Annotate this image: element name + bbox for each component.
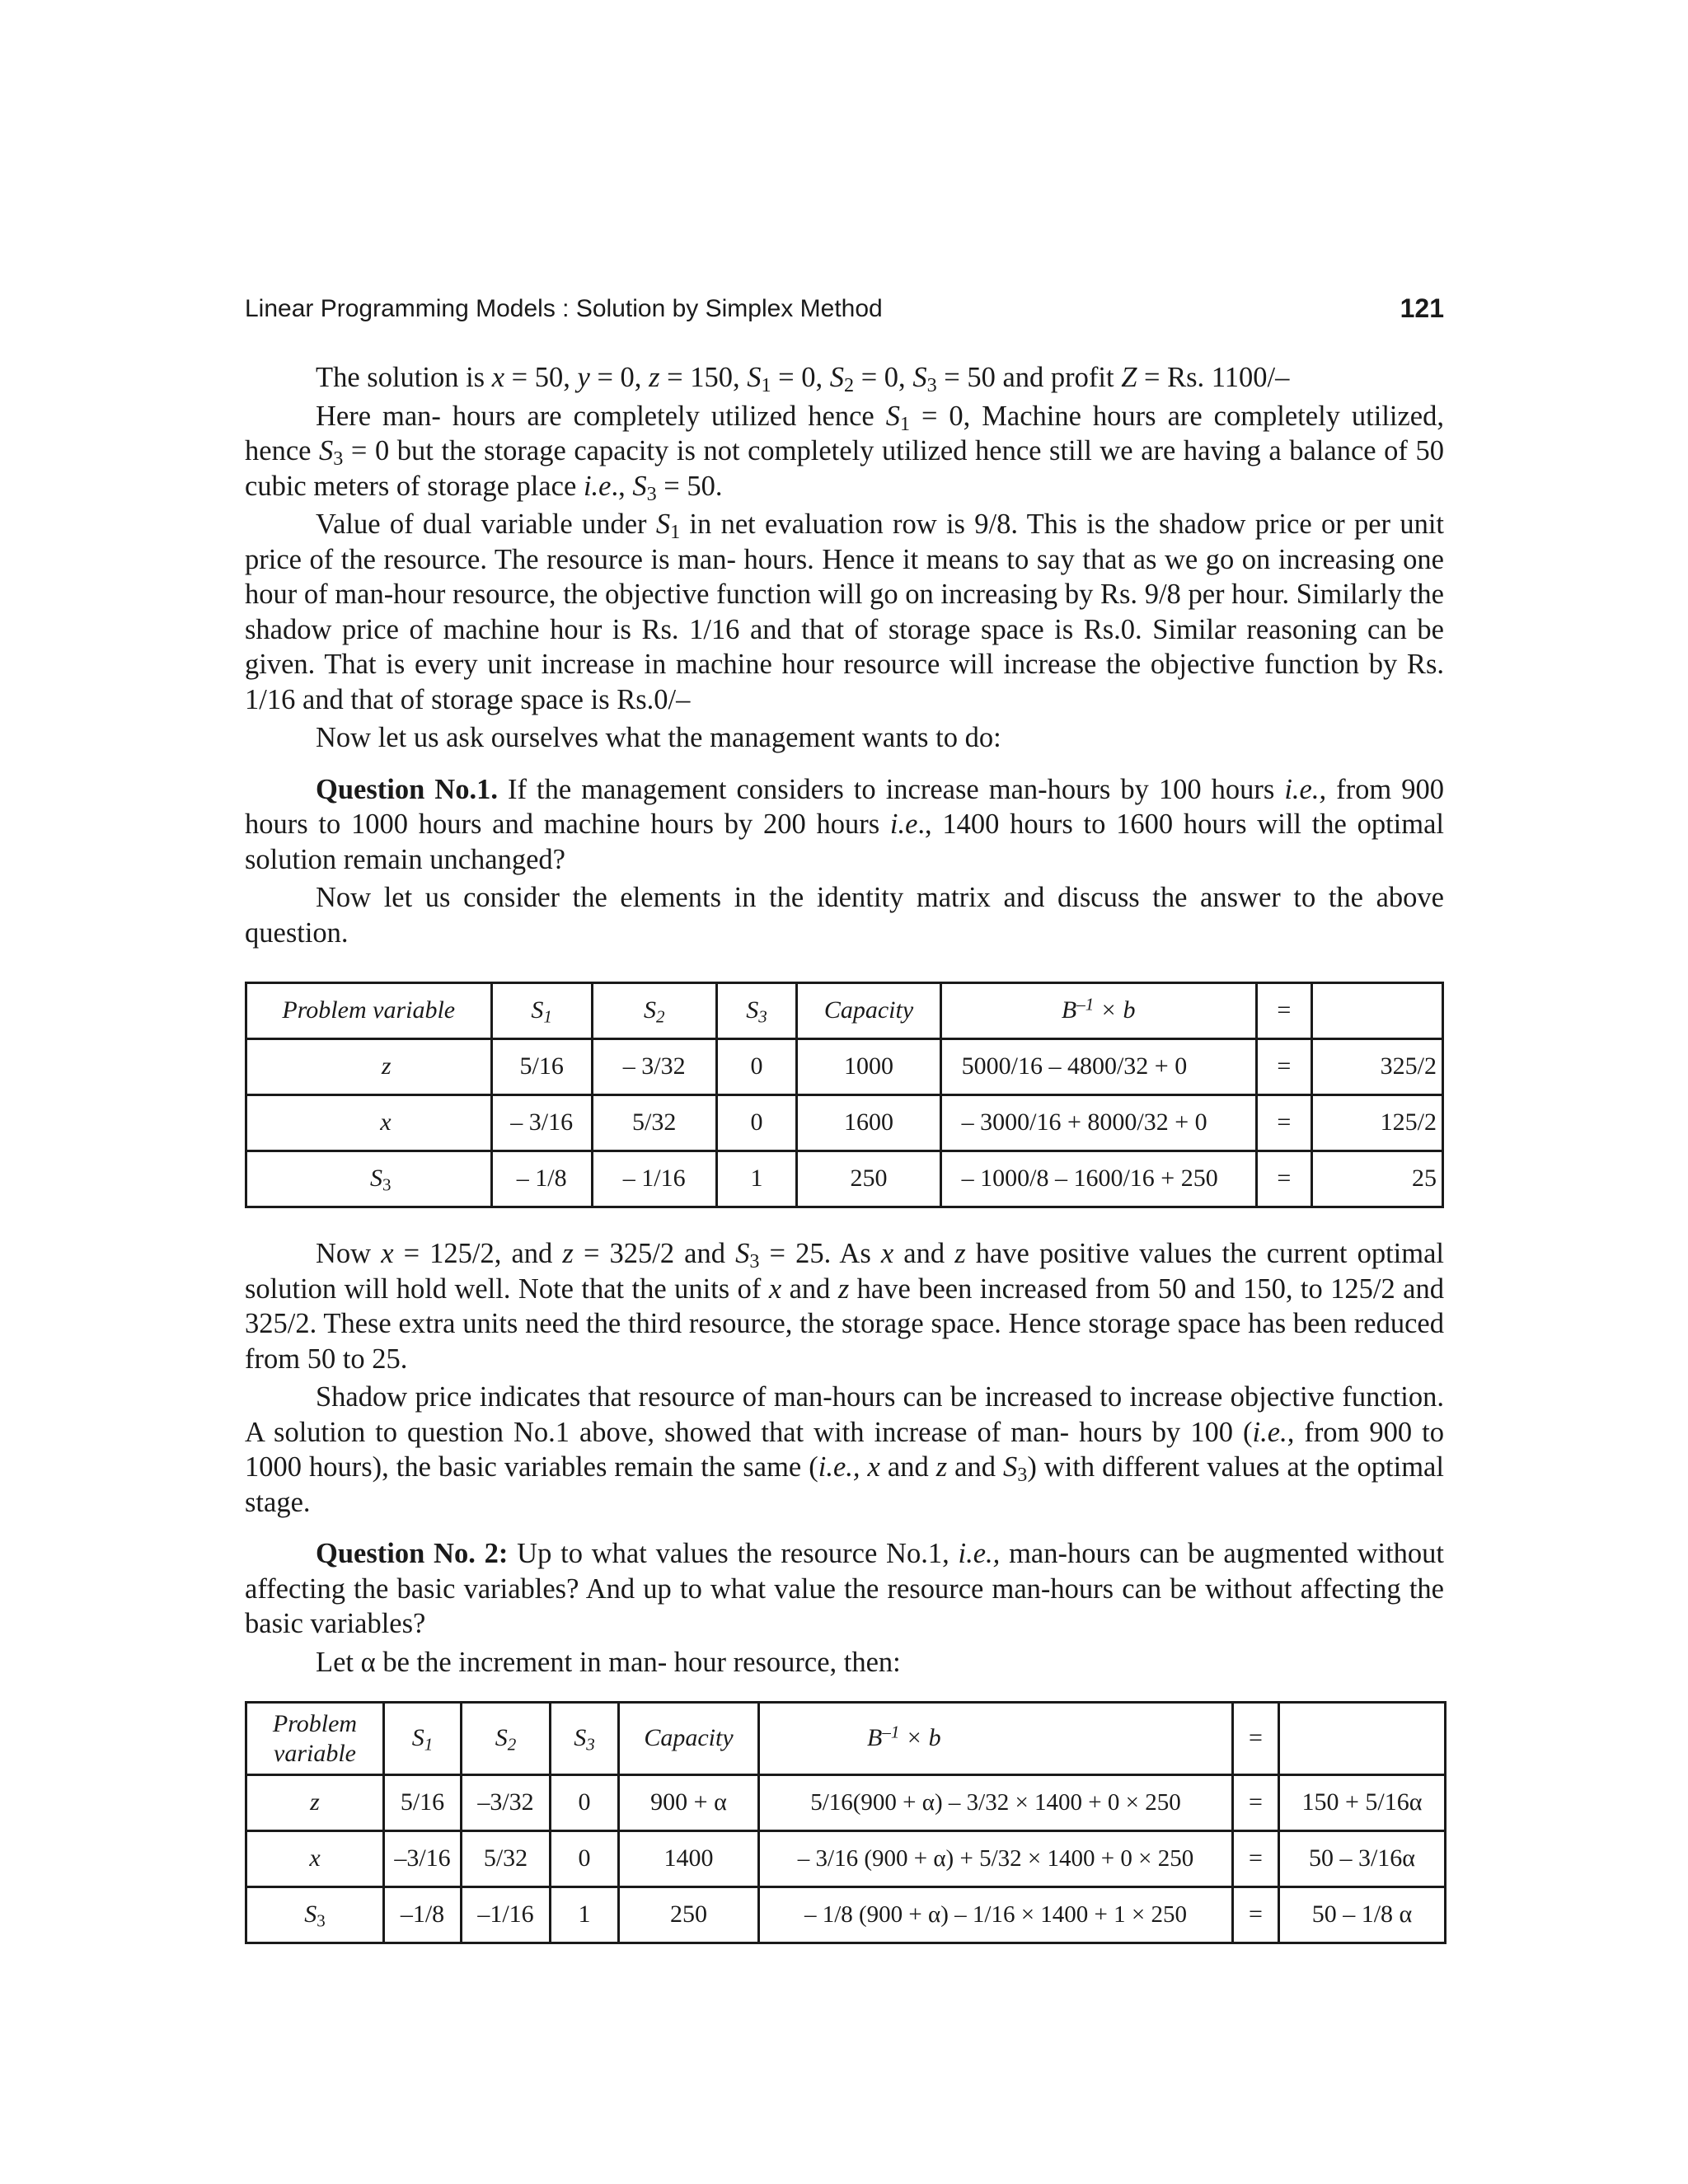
paragraph-shadow-price-increase: Shadow price indicates that resource of man-hours can be increased to increase objective function. A solution to question No.1 above, showed that with increase of man- hours by 100 (i.e., from 900 to 1000 hours), the basic variables remain the same (i.e., x and z and $S_3$) with different values at the optimal stage.	[245, 1381, 1444, 1518]
question-2-label: Question No. 2:	[316, 1538, 509, 1569]
question-1-label: Question No.1.	[316, 773, 498, 805]
header-s3: $S_3$	[551, 1703, 619, 1775]
header-s1: $S_1$	[491, 983, 592, 1039]
table-row: z 5/16 – 3/32 0 1000 5000/16 – 4800/32 + 0 = 325/2	[246, 1039, 1443, 1095]
paragraph-alpha: Let α be the increment in man- hour resource, then:	[316, 1646, 901, 1678]
table-row: $S_3$ – 1/8 – 1/16 1 250 – 1000/8 – 1600/16 + 250 = 25	[246, 1151, 1443, 1207]
table-row: z 5/16 –3/32 0 900 + α 5/16(900 + α) – 3/32 × 1400 + 0 × 250 = 150 + 5/16α	[246, 1775, 1446, 1831]
header-s1: $S_1$	[384, 1703, 462, 1775]
alpha-symbol: α	[360, 1646, 376, 1678]
paragraph-new-values: Now x = 125/2, and z = 325/2 and $S_3 = 25$. As x and z have positive values the current optimal solution will hold well. Note that the units of x and z have been increased from 50 and 150, to 125/2 and 325/2. These extra units need the third resource, the storage space. Hence storage space has been reduced from 50 to 25.	[245, 1238, 1444, 1375]
table-question-1	[245, 982, 1444, 1208]
question-1: Question No.1. If the management considers to increase man-hours by 100 hours i.e., from 900 hours to 1000 hours and machine hours by 200 hours i.e., 1400 hours to 1600 hours will the optimal solution remain unchanged?	[245, 773, 1445, 875]
header-equals: =	[1233, 1703, 1279, 1775]
header-equals: =	[1256, 983, 1311, 1039]
running-header	[245, 290, 1444, 331]
header-problem-variable: Problem variable	[246, 983, 492, 1039]
paragraph-management: Now let us ask ourselves what the management wants to do:	[316, 722, 1001, 753]
question-2: Question No. 2: Up to what values the resource No.1, i.e., man-hours can be augmented without affecting the basic variables? And up to what value the resource man-hours can be without affecting the basic variables?	[245, 1538, 1444, 1639]
page-body	[245, 360, 1444, 1944]
table-header-row	[246, 1703, 1446, 1775]
paragraph-solution: The solution is x = 50, y = 0, z = 150, $S_1 = 0$, $S_2 = 0$, $S_3 = 50$ and profit Z = Rs. 1100/–	[316, 362, 1290, 397]
table-question-2	[245, 1701, 1447, 1944]
header-s2: $S_2$	[462, 1703, 551, 1775]
header-result	[1279, 1703, 1446, 1775]
paragraph-utilization: Here man- hours are completely utilized hence $S_1 = 0$, Machine hours are completely utilized, hence $S_3 = 0$ but the storage capacity is not completely utilized hence still we are having a balance of 50 cubic meters of storage place i.e., $S_3 = 50$.	[245, 400, 1444, 505]
header-s2: $S_2$	[592, 983, 716, 1039]
paragraph-shadow-price: Value of dual variable under $S_1$ in net evaluation row is 9/8. This is the shadow price or per unit price of the resource. The resource is man- hours. Hence it means to say that as we go on increasing one hour of man-hour resource, the objective function will go on increasing by Rs. 9/8 per hour. Similarly the shadow price of machine hour is Rs. 1/16 and that of storage space is Rs.0. Similar reasoning can be given. That is every unit increase in machine hour resource will increase the objective function by Rs. 1/16 and that of storage space is Rs.0/–	[245, 509, 1444, 715]
table-row: $S_3$ –1/8 –1/16 1 250 – 1/8 (900 + α) – 1/16 × 1400 + 1 × 250 = 50 – 1/8 α	[246, 1887, 1446, 1943]
table-header-row	[246, 983, 1443, 1039]
running-title: Linear Programming Models : Solution by Simplex Method	[245, 295, 883, 322]
header-s3: $S_3$	[716, 983, 797, 1039]
header-b-inverse-b: $B^{-1} \times b$	[759, 1703, 1233, 1775]
paragraph-identity-matrix: Now let us consider the elements in the identity matrix and discuss the answer to the above question.	[245, 882, 1444, 949]
header-b-inverse-b: $B^{-1} \times b$	[940, 983, 1256, 1039]
header-capacity: Capacity	[797, 983, 940, 1039]
table-row: x –3/16 5/32 0 1400 – 3/16 (900 + α) + 5/32 × 1400 + 0 × 250 = 50 – 3/16α	[246, 1831, 1446, 1887]
header-capacity: Capacity	[619, 1703, 759, 1775]
header-problem-variable: Problem variable	[246, 1703, 384, 1775]
page-number: 121	[1400, 293, 1444, 323]
table-row: x – 3/16 5/32 0 1600 – 3000/16 + 8000/32 + 0 = 125/2	[246, 1095, 1443, 1151]
header-result	[1312, 983, 1443, 1039]
